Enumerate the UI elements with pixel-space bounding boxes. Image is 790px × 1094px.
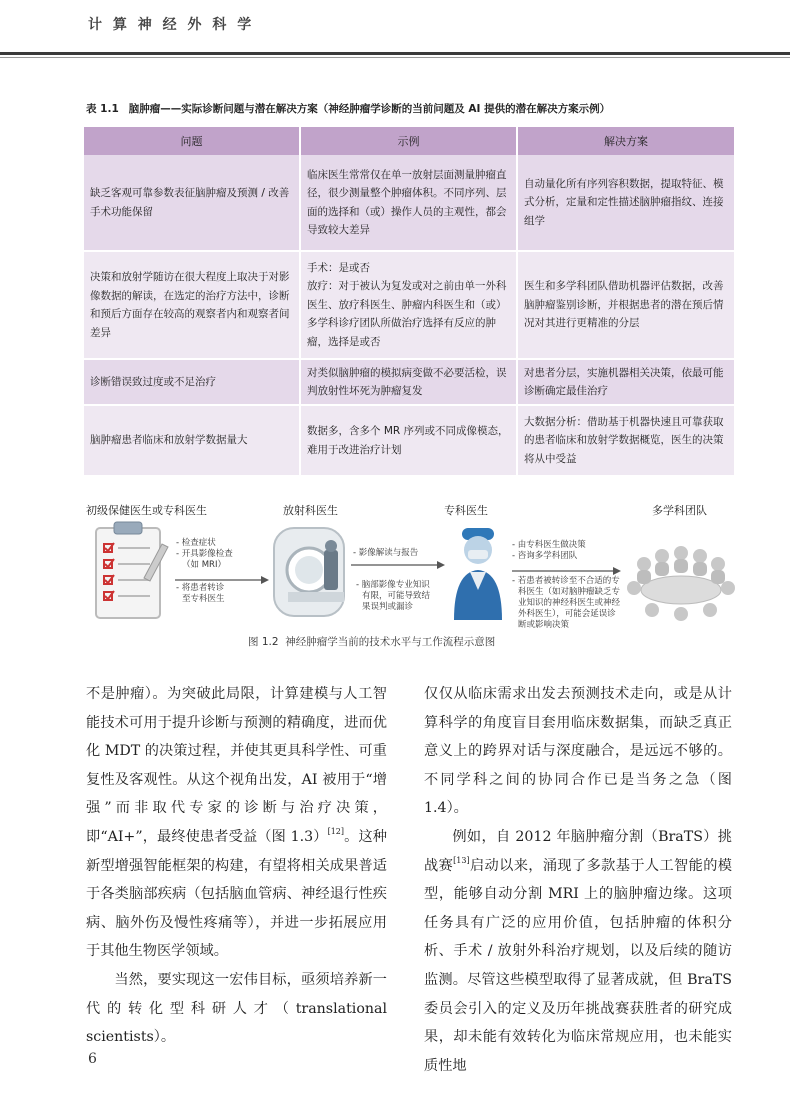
table-row (84, 251, 734, 359)
arrow-to-specialist-icon (351, 560, 446, 570)
team-meeting-icon (622, 520, 740, 624)
example-cell (300, 251, 517, 359)
problem-cell: 诊断错误致过度或不足治疗 (84, 359, 300, 405)
header-rule-thin (0, 57, 790, 58)
figure-number: 图 1.2 (248, 636, 279, 648)
body-column-right (424, 680, 732, 1080)
role-specialist: 专科医生 (444, 504, 488, 517)
solution-cell: 自动量化所有序列容积数据，提取特征、模式分析，定量和定性描述脑肿瘤指纹、连接组学 (517, 155, 734, 251)
paragraph: 当然，要实现这一宏伟目标，亟须培养新一代的转化型科研人才（translational scientists）。 (86, 971, 387, 1046)
table-row (84, 359, 734, 405)
table-number: 表 1.1 (86, 103, 119, 115)
table-row (84, 405, 734, 475)
figure-caption (248, 634, 495, 649)
notes-specialist-bottom: - 若患者被转诊至不合适的专 科医生（如对脑肿瘤缺乏专 业知识的神经科医生或神经 外科医生），可能会延误诊 断或影响决策 (512, 576, 621, 630)
notes-primary-care: - 检查症状 - 开具影像检查 （如 MRI） - 将患者转诊 至专科医生 (176, 538, 233, 604)
solution-cell: 对患者分层，实施机器相关决策，依最可能诊断确定最佳治疗 (517, 359, 734, 405)
mri-scanner-icon (268, 520, 350, 626)
arrow-to-mdt-icon (512, 566, 622, 576)
role-mdt: 多学科团队 (652, 504, 707, 517)
citation: [12] (327, 826, 345, 836)
doctor-icon (448, 520, 508, 624)
example-cell: 数据多，含多个 MR 序列或不同成像模态，难用于改进治疗计划 (300, 405, 517, 475)
figure-title: 神经肿瘤学当前的技术水平与工作流程示意图 (285, 636, 496, 648)
arrow-to-radiologist-icon (175, 575, 270, 585)
paragraph: 例如，自 2012 年脑肿瘤分割（BraTS）挑战赛[13]启动以来，涌现了多款基于人工智能的模型，能够自动分割 MRI 上的脑肿瘤边缘。这项任务具有广泛的应用价值，包括肿瘤的体积分析、手术 / 放射外科治疗规划，以及后续的随访监测。尽管这些模型取得了显著成就，但 BraTS 委员会引入的定义及历年挑战赛获胜者的研究成果，却未能有效转化为临床常规应用，也未能实质性地 (424, 828, 732, 1074)
paragraph: 不是肿瘤）。为突破此局限，计算建模与人工智能技术可用于提升诊断与预测的精确度，进而优化 MDT 的决策过程，并使其更具科学性、可重复性及客观性。从这个视角出发，AI 被用于“增强”而非取代专家的诊断与治疗决策，即“AI+”，最终使患者受益（图 1.3）[12]。这种新型增强智能框架的构建，有望将相关成果普适于各类脑部疾病（包括脑血管病、神经退行性疾病、脑外伤及慢性疼痛等），并进一步拓展应用于其他生物医学领域。 (86, 686, 387, 960)
solution-cell: 大数据分析：借助基于机器快速且可靠获取的患者临床和放射学数据概览，医生的决策将从中受益 (517, 405, 734, 475)
table-container (84, 127, 734, 475)
clipboard-icon (88, 520, 174, 624)
role-radiologist: 放射科医生 (283, 504, 338, 517)
running-head: 计 算 神 经 外 科 学 (88, 17, 255, 33)
page-number: 6 (88, 1051, 97, 1067)
header-problem: 问题 (84, 127, 300, 155)
problem-cell: 脑肿瘤患者临床和放射学数据量大 (84, 405, 300, 475)
example-radiotherapy: 放疗：对于被认为复发或对之前由单一外科医生、放疗科医生、肿瘤内科医生和（或）多学科诊疗团队所做治疗选择有反应的肿瘤，选择是或否 (307, 280, 507, 348)
citation: [13] (453, 855, 470, 865)
table-row (84, 155, 734, 251)
notes-radiologist-top: - 影像解读与报告 (353, 548, 419, 558)
example-cell: 对类似脑肿瘤的模拟病变做不必要活检，误判放射性坏死为肿瘤复发 (300, 359, 517, 405)
header-example: 示例 (300, 127, 517, 155)
example-surgery: 手术：是或否 (307, 261, 370, 274)
table-caption (86, 101, 746, 116)
example-cell: 临床医生常常仅在单一放射层面测量肿瘤直径，很少测量整个肿瘤体积。不同序列、层面的选择和（或）操作人员的主观性，都会导致较大差异 (300, 155, 517, 251)
diagnosis-table (84, 127, 734, 475)
role-primary-care: 初级保健医生或专科医生 (86, 504, 207, 517)
problem-cell: 缺乏客观可靠参数表征脑肿瘤及预测 / 改善手术功能保留 (84, 155, 300, 251)
body-column-left (86, 680, 387, 1052)
notes-specialist-top: - 由专科医生做决策 - 咨询多学科团队 (512, 540, 586, 561)
paragraph: 仅仅从临床需求出发去预测技术走向，或是从计算科学的角度盲目套用临床数据集，而缺乏真正意义上的跨界对话与深度融合，是远远不够的。不同学科之间的协同合作已是当务之急（图 1.4）。 (424, 686, 732, 817)
header-solution: 解决方案 (517, 127, 734, 155)
problem-cell: 决策和放射学随访在很大程度上取决于对影像数据的解读，在选定的治疗方法中，诊断和预后方面存在较高的观察者内和观察者间差异 (84, 251, 300, 359)
solution-cell: 医生和多学科团队借助机器评估数据，改善脑肿瘤鉴别诊断，并根据患者的潜在预后情况对其进行更精准的分层 (517, 251, 734, 359)
notes-radiologist-bottom: - 脑部影像专业知识 有限，可能导致结 果误判或漏诊 (356, 580, 431, 612)
table-title: 脑肿瘤——实际诊断问题与潜在解决方案（神经肿瘤学诊断的当前问题及 AI 提供的潜在解决方案示例） (128, 103, 611, 115)
header-rule (0, 52, 790, 55)
